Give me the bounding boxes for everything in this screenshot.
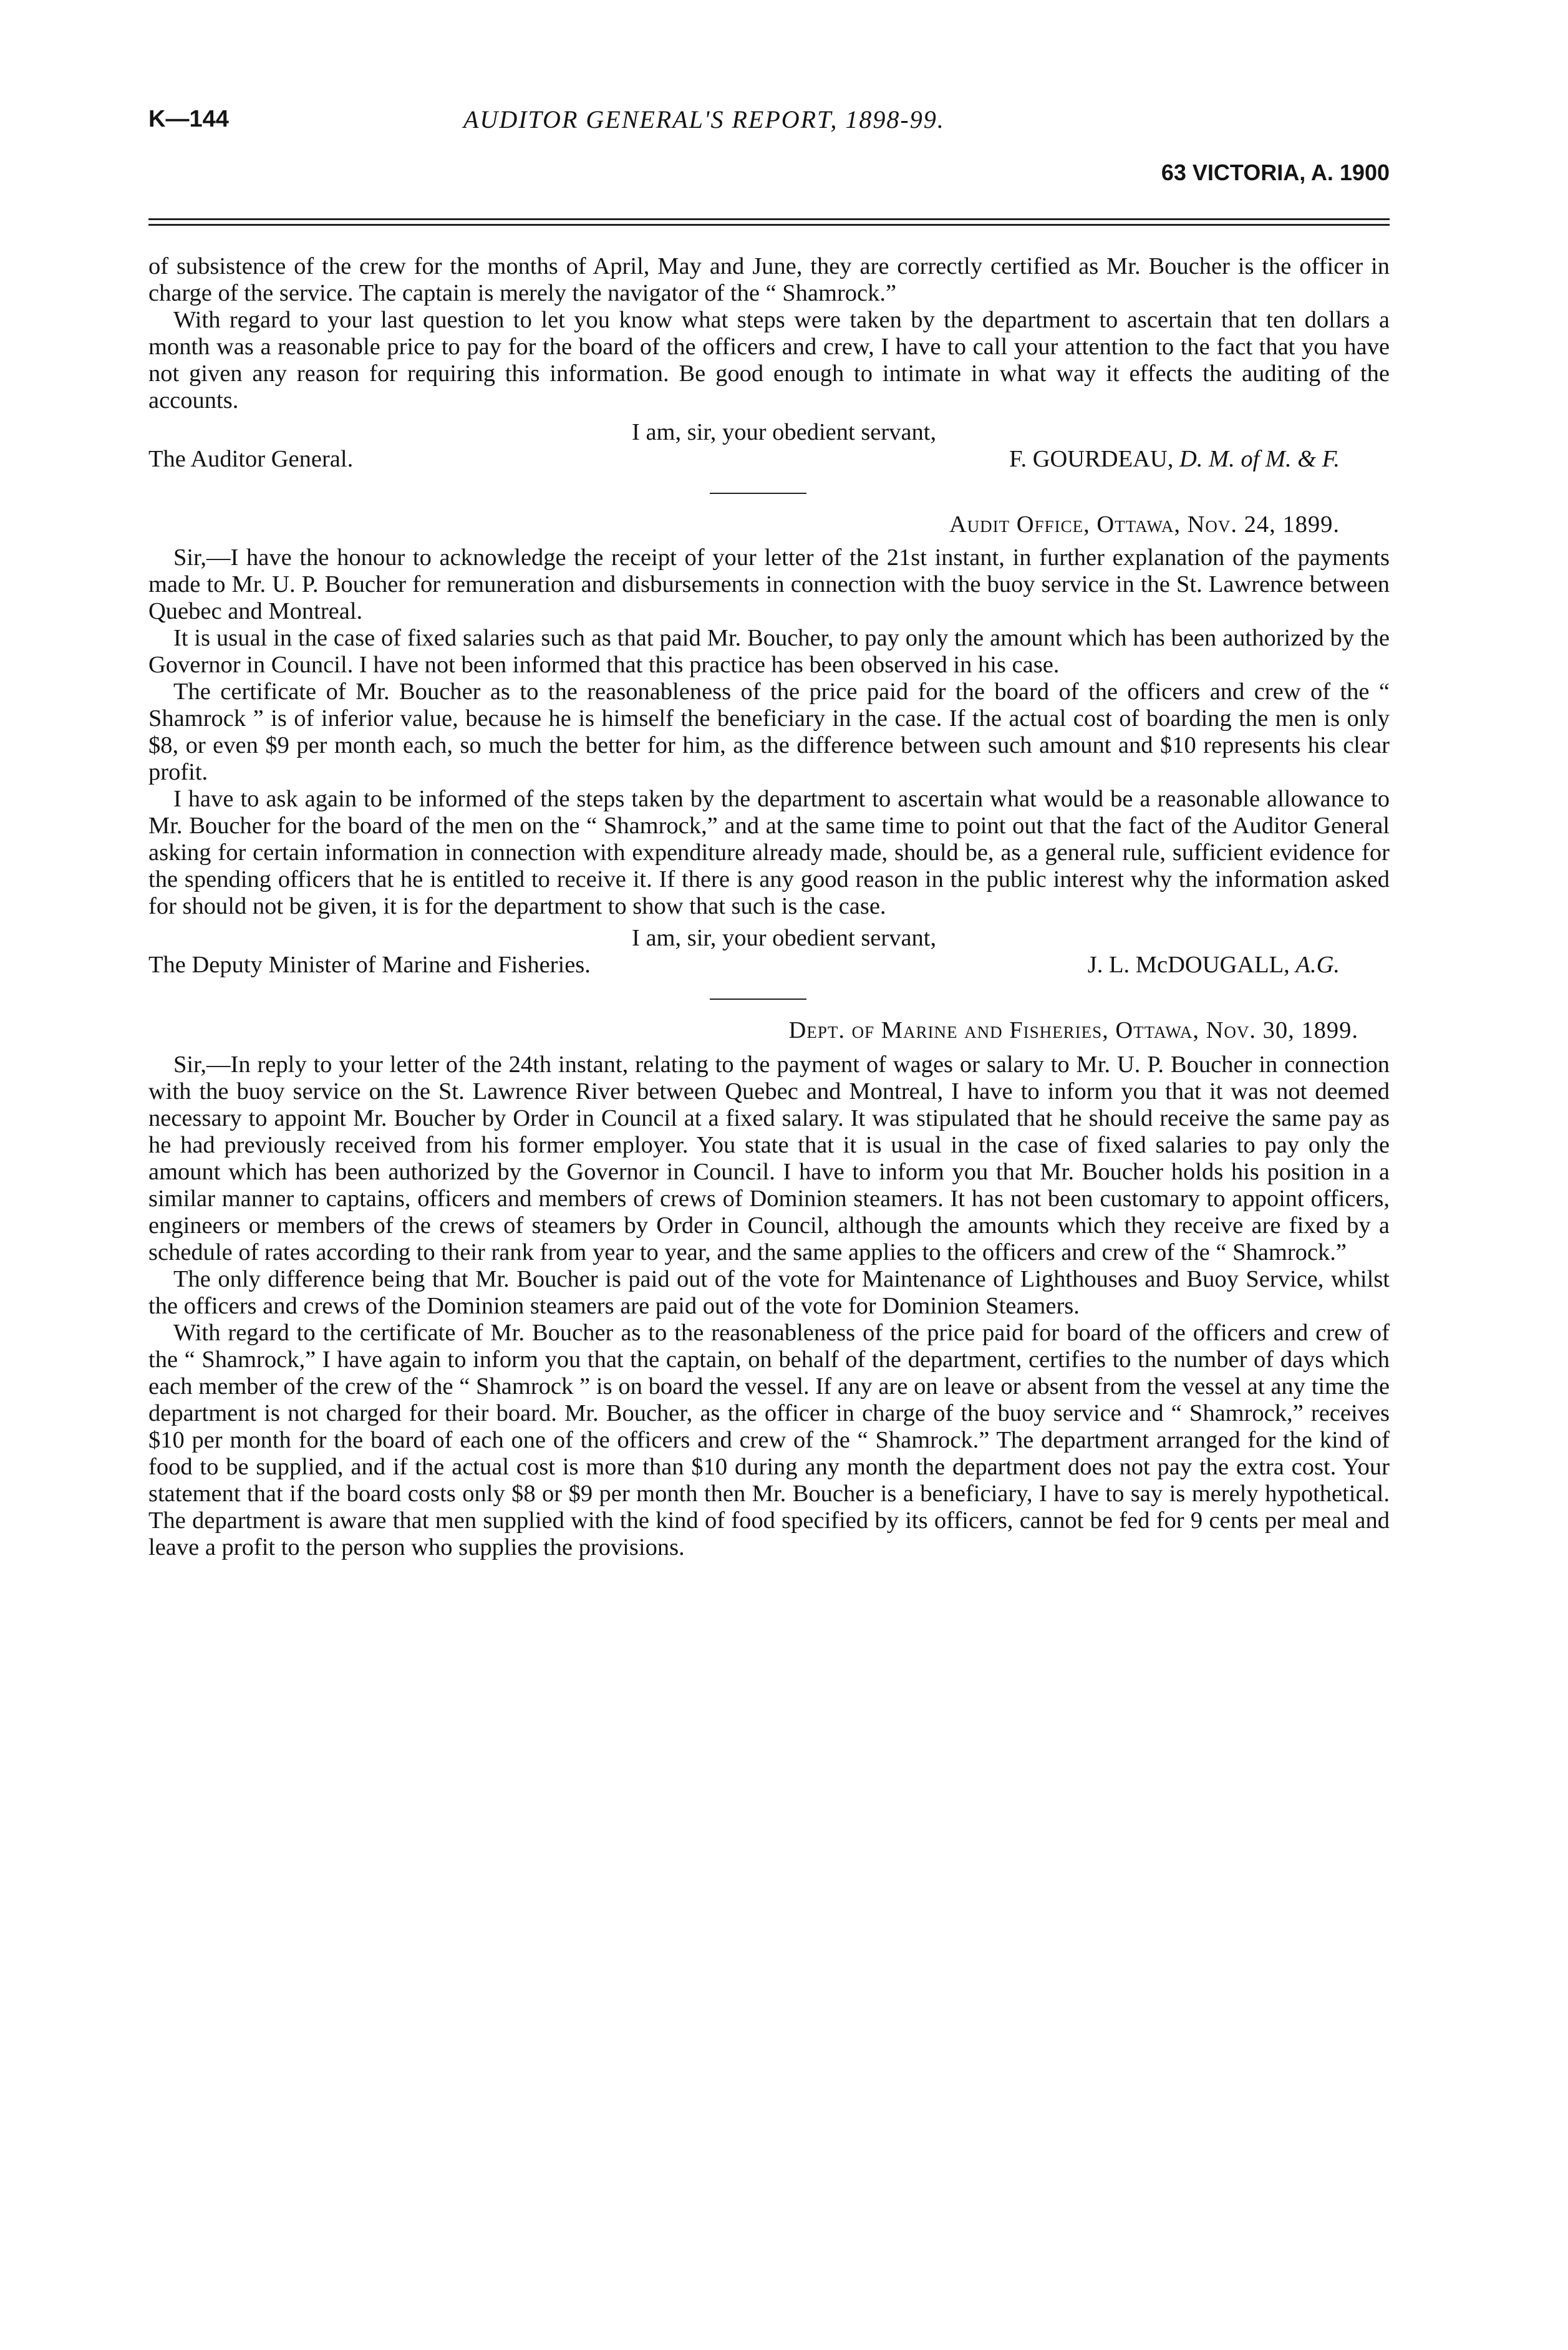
document-page	[148, 94, 1390, 1560]
page-header	[148, 94, 1390, 137]
paragraph: The certificate of Mr. Boucher as to the reasonableness of the price paid for the board of the officers and crew of the “ Shamrock ” is of inferior value, because he is himself the beneficiary in the case. If the actual cost of boarding the men is only $8, or even $9 per month each, so much the better for him, as the difference between such amount and $10 represents his clear profit.	[148, 679, 1390, 785]
paragraph: The only difference being that Mr. Boucher is paid out of the vote for Maintenance of Lighthouses and Buoy Service, whilst the officers and crews of the Dominion steamers are paid out of the vote for Dominion Steamers.	[148, 1266, 1390, 1319]
addressee: The Deputy Minister of Marine and Fisheries.	[148, 952, 591, 978]
dateline: Audit Office, Ottawa, Nov. 24, 1899.	[949, 511, 1340, 538]
separator-rule	[710, 999, 806, 1000]
paragraph: With regard to your last question to let you know what steps were taken by the department to ascertain that ten dollars a month was a reasonable price to pay for the board of the officers and crew, I have to call your attention to the fact that you have not given any reason for requiring this information. Be good enough to intimate in what way it effects the auditing of the accounts.	[148, 307, 1390, 413]
closing: I am, sir, your obedient servant,	[632, 419, 937, 445]
letter-mcdougall	[148, 511, 1390, 979]
signer-name: F. GOURDEAU,	[1009, 446, 1174, 472]
signature-line	[148, 952, 1390, 979]
signer-name: J. L. McDOUGALL,	[1087, 952, 1290, 978]
dateline: Dept. of Marine and Fisheries, Ottawa, Nov. 30, 1899.	[788, 1017, 1358, 1043]
separator-rule	[710, 493, 806, 494]
paragraph: Sir,—I have the honour to acknowledge the receipt of your letter of the 21st instant, in further explanation of the payments made to Mr. U. P. Boucher for remuneration and disbursements in connection with the buoy service in the St. Lawrence between Quebec and Montreal.	[148, 544, 1390, 624]
signer-title: D. M. of M. & F.	[1179, 446, 1340, 472]
paragraph: With regard to the certificate of Mr. Boucher as to the reasonableness of the price paid for board of the officers and crew of the “ Shamrock,” I have again to inform you that the captain, on behalf of the department, certifies to the number of days which each member of the crew of the “ Shamrock ” is on board the vessel. If any are on leave or absent from the vessel at any time the department is not charged for their board. Mr. Boucher, as the officer in charge of the buoy service and “ Shamrock,” receives $10 per month for the board of each one of the officers and crew of the “ Shamrock.” The department arranged for the kind of food to be supplied, and if the actual cost is more than $10 during any month the department does not pay the extra cost. Your statement that if the board costs only $8 or $9 per month then Mr. Boucher is a beneficiary, I have to say is merely hypothetical. The department is aware that men supplied with the kind of food specified by its officers, cannot be fed for 9 cents per meal and leave a profit to the person who supplies the provisions.	[148, 1320, 1390, 1560]
signature-line	[148, 446, 1390, 473]
closing: I am, sir, your obedient servant,	[632, 925, 937, 951]
letter-gourdeau	[148, 253, 1390, 473]
header-rule	[148, 218, 1390, 226]
signature	[1088, 952, 1390, 979]
body-text	[148, 253, 1390, 1561]
signer-title: A.G.	[1295, 952, 1340, 978]
paragraph: It is usual in the case of fixed salaries such as that paid Mr. Boucher, to pay only the amount which has been authorized by the Governor in Council. I have not been informed that this practice has been observed in his case.	[148, 625, 1390, 678]
paragraph: I have to ask again to be informed of the steps taken by the department to ascertain what would be a reasonable allowance to Mr. Boucher for the board of the men on the “ Shamrock,” and at the same time to point out that the fact of the Auditor General asking for certain information in connection with expenditure already made, should be, as a general rule, sufficient evidence for the spending officers that he is entitled to receive it. If there is any good reason in the public interest why the information asked for should not be given, it is for the department to show that such is the case.	[148, 786, 1390, 919]
paragraph: Sir,—In reply to your letter of the 24th instant, relating to the payment of wages or salary to Mr. U. P. Boucher in connection with the buoy service on the St. Lawrence River between Quebec and Montreal, I have to inform you that it was not deemed necessary to appoint Mr. Boucher by Order in Council at a fixed salary. It was stipulated that he should receive the same pay as he had previously received from his former employer. You state that it is usual in the case of fixed salaries to pay only the amount which has been authorized by the Governor in Council. I have to inform you that Mr. Boucher holds his position in a similar manner to captains, officers and members of crews of Dominion steamers. It has not been customary to appoint officers, engineers or members of the crews of steamers by Order in Council, although the amounts which they receive are fixed by a schedule of rates according to their rank from year to year, and the same applies to the officers and crew of the “ Shamrock.”	[148, 1052, 1390, 1265]
paragraph: of subsistence of the crew for the months of April, May and June, they are correctly certified as Mr. Boucher is the officer in charge of the service. The captain is merely the navigator of the “ Shamrock.”	[148, 253, 1390, 306]
letter-marine-fisheries	[148, 1017, 1390, 1561]
page-number: K—144	[148, 106, 229, 132]
running-title: AUDITOR GENERAL'S REPORT, 1898-99.	[463, 105, 945, 133]
regnal-year: 63 VICTORIA, A. 1900	[1161, 160, 1390, 185]
addressee: The Auditor General.	[148, 446, 354, 472]
signature	[1009, 446, 1390, 473]
